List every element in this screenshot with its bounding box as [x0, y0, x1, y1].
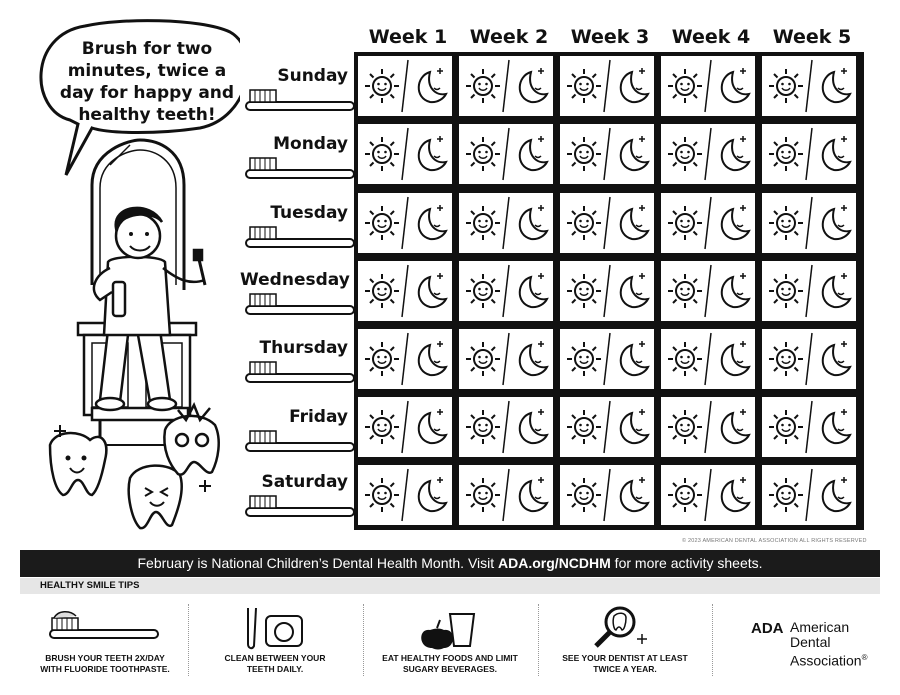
cell-diagonal-divider — [358, 193, 452, 253]
registered-mark: ® — [861, 653, 868, 662]
cell-diagonal-divider — [560, 465, 654, 525]
cell-diagonal-divider — [762, 193, 856, 253]
cell-diagonal-divider — [560, 261, 654, 321]
toothbrush-icon — [244, 427, 356, 457]
speech-bubble-text — [52, 38, 242, 126]
toothbrush-icon — [244, 290, 356, 320]
chart-cell[interactable] — [560, 56, 654, 116]
chart-cell[interactable] — [661, 329, 755, 389]
tip-floss-label — [190, 653, 360, 675]
tip-divider — [363, 604, 364, 676]
chart-cell[interactable] — [762, 56, 856, 116]
ncdhm-banner — [20, 550, 880, 577]
cell-diagonal-divider — [661, 329, 755, 389]
chart-cell[interactable] — [661, 193, 755, 253]
cell-diagonal-divider — [762, 124, 856, 184]
day-label-thursday: Thursday — [259, 338, 348, 358]
chart-cell[interactable] — [661, 261, 755, 321]
week-header-3: Week 3 — [570, 26, 650, 48]
chart-cell[interactable] — [762, 124, 856, 184]
chart-cell[interactable] — [459, 56, 553, 116]
day-label-tuesday: Tuesday — [270, 203, 348, 223]
chart-cell[interactable] — [459, 261, 553, 321]
cell-diagonal-divider — [459, 56, 553, 116]
tip-divider — [538, 604, 539, 676]
cell-diagonal-divider — [762, 261, 856, 321]
banner-text-after: for more activity sheets. — [610, 555, 763, 571]
chart-cell[interactable] — [762, 329, 856, 389]
chart-cell[interactable] — [661, 124, 755, 184]
ada-logo-mark: ADA — [751, 620, 784, 637]
cell-diagonal-divider — [560, 56, 654, 116]
tip-brush-line-2: WITH FLUORIDE TOOTHPASTE. — [40, 664, 170, 674]
copyright-notice: © 2023 AMERICAN DENTAL ASSOCIATION ALL RIGHTS RESERVED — [682, 538, 867, 544]
cell-diagonal-divider — [358, 465, 452, 525]
toothbrush-icon — [244, 86, 356, 116]
bubble-line-2: minutes, twice a — [67, 61, 227, 81]
ada-name-line-2: Dental — [790, 634, 831, 650]
cell-diagonal-divider — [661, 193, 755, 253]
cell-diagonal-divider — [358, 261, 452, 321]
tip-brush-label — [20, 653, 190, 675]
week-header-5: Week 5 — [772, 26, 852, 48]
week-header-1: Week 1 — [368, 26, 448, 48]
cell-diagonal-divider — [459, 329, 553, 389]
chart-cell[interactable] — [661, 397, 755, 457]
chart-cell[interactable] — [358, 397, 452, 457]
chart-cell[interactable] — [661, 56, 755, 116]
chart-cell[interactable] — [358, 193, 452, 253]
tip-dentist-label — [540, 653, 710, 675]
day-label-wednesday: Wednesday — [240, 270, 350, 290]
cell-diagonal-divider — [560, 397, 654, 457]
banner-text-before: February is National Children’s Dental Health Month. Visit — [137, 555, 499, 571]
cell-diagonal-divider — [560, 329, 654, 389]
ada-name-line-3 — [790, 650, 868, 669]
bubble-line-4: healthy teeth! — [78, 105, 216, 125]
day-label-saturday: Saturday — [261, 472, 348, 492]
tip-dentist-line-1: SEE YOUR DENTIST AT LEAST — [562, 653, 688, 663]
brushing-chart-grid — [354, 52, 864, 530]
tip-food-line-1: EAT HEALTHY FOODS AND LIMIT — [382, 653, 518, 663]
tip-floss-line-1: CLEAN BETWEEN YOUR — [224, 653, 326, 663]
chart-cell[interactable] — [762, 465, 856, 525]
bubble-line-3: day for happy and — [59, 83, 235, 103]
cell-diagonal-divider — [661, 56, 755, 116]
cell-diagonal-divider — [560, 124, 654, 184]
chart-cell[interactable] — [358, 56, 452, 116]
cell-diagonal-divider — [459, 397, 553, 457]
chart-cell[interactable] — [459, 124, 553, 184]
cell-diagonal-divider — [762, 329, 856, 389]
cell-diagonal-divider — [358, 56, 452, 116]
cell-diagonal-divider — [661, 124, 755, 184]
chart-cell[interactable] — [358, 261, 452, 321]
tip-floss-line-2: TEETH DAILY. — [246, 664, 304, 674]
chart-cell[interactable] — [358, 124, 452, 184]
ada-name-line-3-text: Association — [790, 652, 862, 669]
toothbrush-icon — [244, 223, 356, 253]
cell-diagonal-divider — [762, 56, 856, 116]
cell-diagonal-divider — [459, 261, 553, 321]
chart-cell[interactable] — [560, 329, 654, 389]
tip-divider — [712, 604, 713, 676]
day-label-monday: Monday — [273, 134, 348, 154]
toothbrush-icon — [244, 492, 356, 522]
healthy-smile-tips-header — [20, 578, 880, 594]
bubble-line-1: Brush for two — [81, 39, 213, 59]
chart-cell[interactable] — [560, 261, 654, 321]
chart-cell[interactable] — [560, 124, 654, 184]
cell-diagonal-divider — [762, 397, 856, 457]
cell-diagonal-divider — [560, 193, 654, 253]
chart-cell[interactable] — [560, 397, 654, 457]
cell-diagonal-divider — [459, 124, 553, 184]
chart-cell[interactable] — [661, 465, 755, 525]
cell-diagonal-divider — [358, 124, 452, 184]
cell-diagonal-divider — [661, 261, 755, 321]
chart-cell[interactable] — [459, 329, 553, 389]
ada-logo-name — [790, 620, 868, 669]
chart-cell[interactable] — [459, 397, 553, 457]
week-header-2: Week 2 — [469, 26, 549, 48]
chart-cell[interactable] — [762, 193, 856, 253]
tip-food-line-2: SUGARY BEVERAGES. — [403, 664, 497, 674]
chart-cell[interactable] — [459, 465, 553, 525]
cell-diagonal-divider — [358, 397, 452, 457]
cell-diagonal-divider — [661, 397, 755, 457]
cell-diagonal-divider — [459, 193, 553, 253]
ada-name-line-1: American — [790, 619, 850, 635]
tip-food-label — [365, 653, 535, 675]
chart-cell[interactable] — [459, 193, 553, 253]
day-label-sunday: Sunday — [277, 66, 348, 86]
cell-diagonal-divider — [358, 329, 452, 389]
day-label-friday: Friday — [289, 407, 348, 427]
ncdhm-link[interactable]: ADA.org/NCDHM — [498, 555, 611, 571]
chart-cell[interactable] — [762, 397, 856, 457]
cell-diagonal-divider — [459, 465, 553, 525]
week-header-4: Week 4 — [671, 26, 751, 48]
chart-cell[interactable] — [560, 193, 654, 253]
tip-dentist-line-2: TWICE A YEAR. — [593, 664, 657, 674]
cell-diagonal-divider — [661, 465, 755, 525]
tip-brush-line-1: BRUSH YOUR TEETH 2X/DAY — [45, 653, 165, 663]
toothbrush-icon — [244, 358, 356, 388]
tooth-characters — [50, 405, 219, 528]
chart-cell[interactable] — [762, 261, 856, 321]
cell-diagonal-divider — [762, 465, 856, 525]
tips-header-label: HEALTHY SMILE TIPS — [40, 580, 140, 591]
chart-cell[interactable] — [358, 329, 452, 389]
toothbrush-icon — [244, 154, 356, 184]
chart-cell[interactable] — [560, 465, 654, 525]
chart-cell[interactable] — [358, 465, 452, 525]
